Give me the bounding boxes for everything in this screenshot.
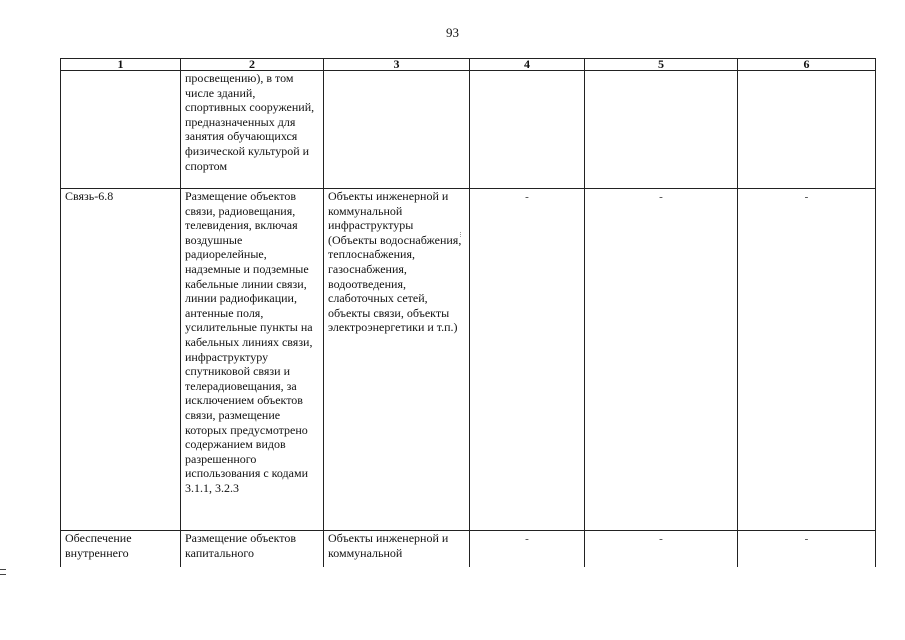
column-header-3: 3 [324, 59, 470, 71]
table-row [61, 189, 876, 531]
column-header-6: 6 [738, 59, 876, 71]
column-header-2: 2 [181, 59, 324, 71]
cell-col-6 [738, 71, 876, 189]
cell-use-description: Размещение объектов капитального [181, 531, 324, 567]
cell-use-name: Связь-6.8 [61, 189, 181, 531]
cell-col-6: - [738, 531, 876, 567]
cell-col-4 [470, 71, 585, 189]
table-row [61, 531, 876, 567]
page-number: 93 [446, 25, 459, 40]
column-header-4: 4 [470, 59, 585, 71]
cell-col-6: - [738, 189, 876, 531]
cell-use-name [61, 71, 181, 189]
column-header-5: 5 [585, 59, 738, 71]
column-header-1: 1 [61, 59, 181, 71]
margin-mark [0, 569, 6, 575]
land-use-table [60, 58, 876, 567]
table-row [61, 71, 876, 189]
table-header-row [61, 59, 876, 71]
cell-auxiliary-objects: Объекты инженерной и коммунальной инфраструктуры (Объекты водоснабжения, теплоснабжения, газоснабжения, водоотведения, слаботочных сетей, объекты связи, объекты электроэнергетики и т.п.) [324, 189, 470, 531]
cell-col-5 [585, 71, 738, 189]
cell-col-5: - [585, 189, 738, 531]
cell-auxiliary-objects [324, 71, 470, 189]
cell-use-description: просвещению), в том числе зданий, спортивных сооружений, предназначенных для занятия обучающихся физической культурой и спортом [181, 71, 324, 189]
scan-artifact [460, 232, 463, 237]
cell-col-5: - [585, 531, 738, 567]
cell-use-description: Размещение объектов связи, радиовещания, телевидения, включая воздушные радиорелейные, надземные и подземные кабельные линии связи, линии радиофикации, антенные поля, усилительные пункты на кабельных линиях связи, инфраструктуру спутниковой связи и телерадиовещания, за исключением объектов связи, размещение которых предусмотрено содержанием видов разрешенного использования с кодами 3.1.1, 3.2.3 [181, 189, 324, 531]
cell-auxiliary-objects: Объекты инженерной и коммунальной [324, 531, 470, 567]
cell-use-name: Обеспечение внутреннего [61, 531, 181, 567]
cell-col-4: - [470, 531, 585, 567]
cell-col-4: - [470, 189, 585, 531]
